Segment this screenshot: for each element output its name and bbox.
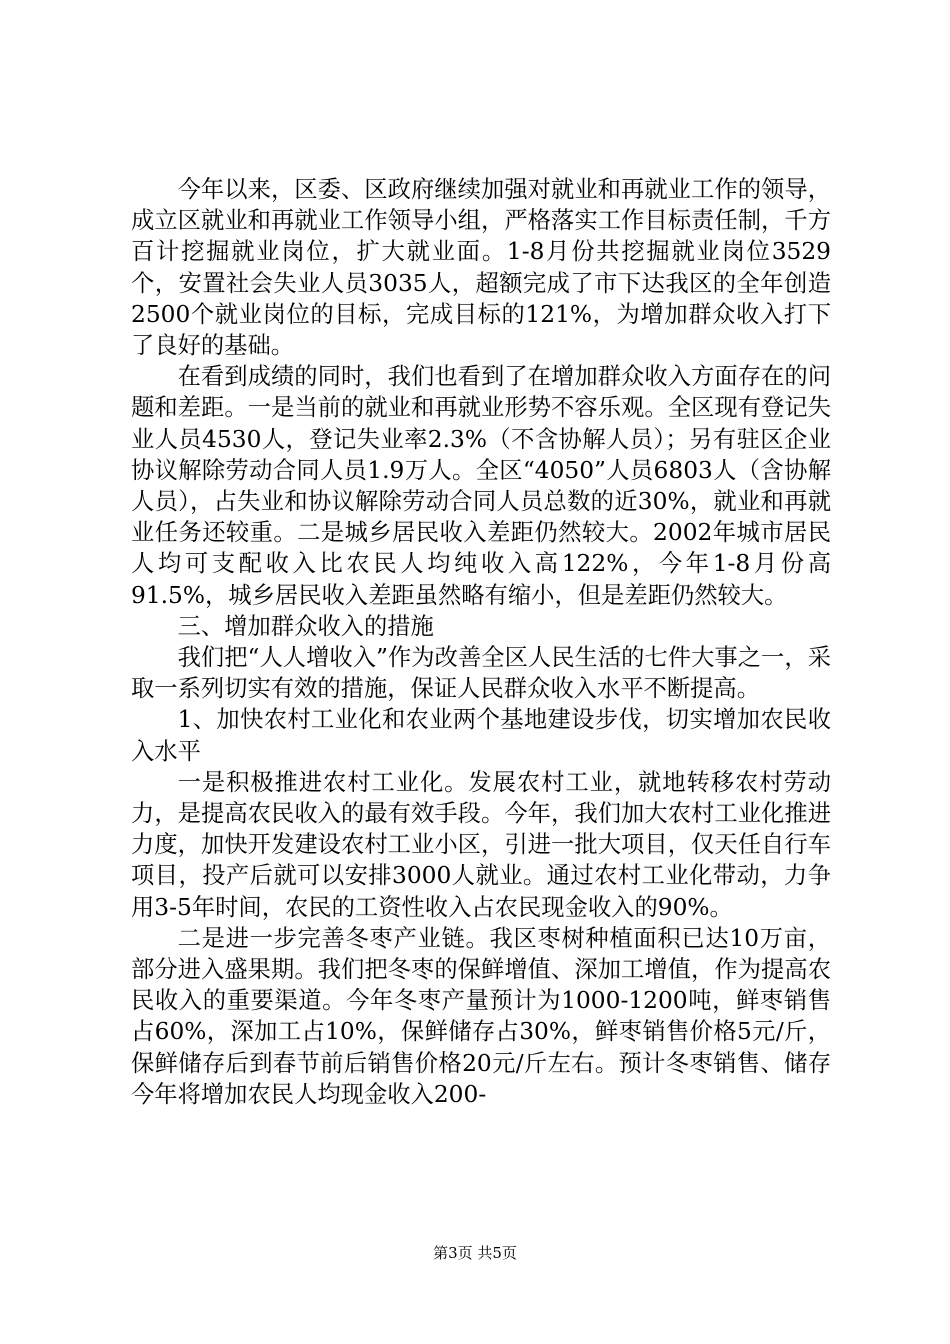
- section-heading-measures: 三、增加群众收入的措施: [177, 612, 434, 640]
- document-body: [131, 174, 831, 1110]
- paragraph-problems-gaps: 在看到成绩的同时，我们也看到了在增加群众收入方面存在的问题和差距。一是当前的就业和再就业形势不容乐观。全区现有登记失业人员4530人，登记失业率2.3%（不含协解人员）；另有驻区企业协议解除劳动合同人员1.9万人。全区“4050”人员6803人（含协解人员），占失业和协议解除劳动合同人员总数的近30%，就业和再就业任务还较重。二是城乡居民收入差距仍然较大。2002年城市居民人均可支配收入比农民人均纯收入高122%，今年1-8月份高91.5%，城乡居民收入差距虽然略有缩小，但是差距仍然较大。: [131, 363, 831, 609]
- subheading-rural-industrialization: 1、加快农村工业化和农业两个基地建设步伐，切实增加农民收入水平: [131, 706, 831, 765]
- paragraph-employment-results: 今年以来，区委、区政府继续加强对就业和再就业工作的领导，成立区就业和再就业工作领导小组，严格落实工作目标责任制，千方百计挖掘就业岗位，扩大就业面。1-8月份共挖掘就业岗位3529个，安置社会失业人员3035人，超额完成了市下达我区的全年创造2500个就业岗位的目标，完成目标的121%，为增加群众收入打下了良好的基础。: [131, 176, 831, 360]
- paragraph-winter-jujube: 二是进一步完善冬枣产业链。我区枣树种植面积已达10万亩，部分进入盛果期。我们把冬枣的保鲜增值、深加工增值，作为提高农民收入的重要渠道。今年冬枣产量预计为1000-1200吨，鲜枣销售占60%，深加工占10%，保鲜储存占30%，鲜枣销售价格5元/斤，保鲜储存后到春节前后销售价格20元/斤左右。预计冬枣销售、储存今年将增加农民人均现金收入200-: [131, 924, 831, 1108]
- paragraph-rural-industry: 一是积极推进农村工业化。发展农村工业，就地转移农村劳动力，是提高农民收入的最有效手段。今年，我们加大农村工业化推进力度，加快开发建设农村工业小区，引进一批大项目，仅天任自行车项目，投产后就可以安排3000人就业。通过农村工业化带动，力争用3-5年时间，农民的工资性收入占农民现金收入的90%。: [131, 768, 831, 921]
- page-number-footer: 第3页 共5页: [433, 1244, 517, 1262]
- paragraph-measures-intro: 我们把“人人增收入”作为改善全区人民生活的七件大事之一，采取一系列切实有效的措施，保证人民群众收入水平不断提高。: [131, 644, 831, 703]
